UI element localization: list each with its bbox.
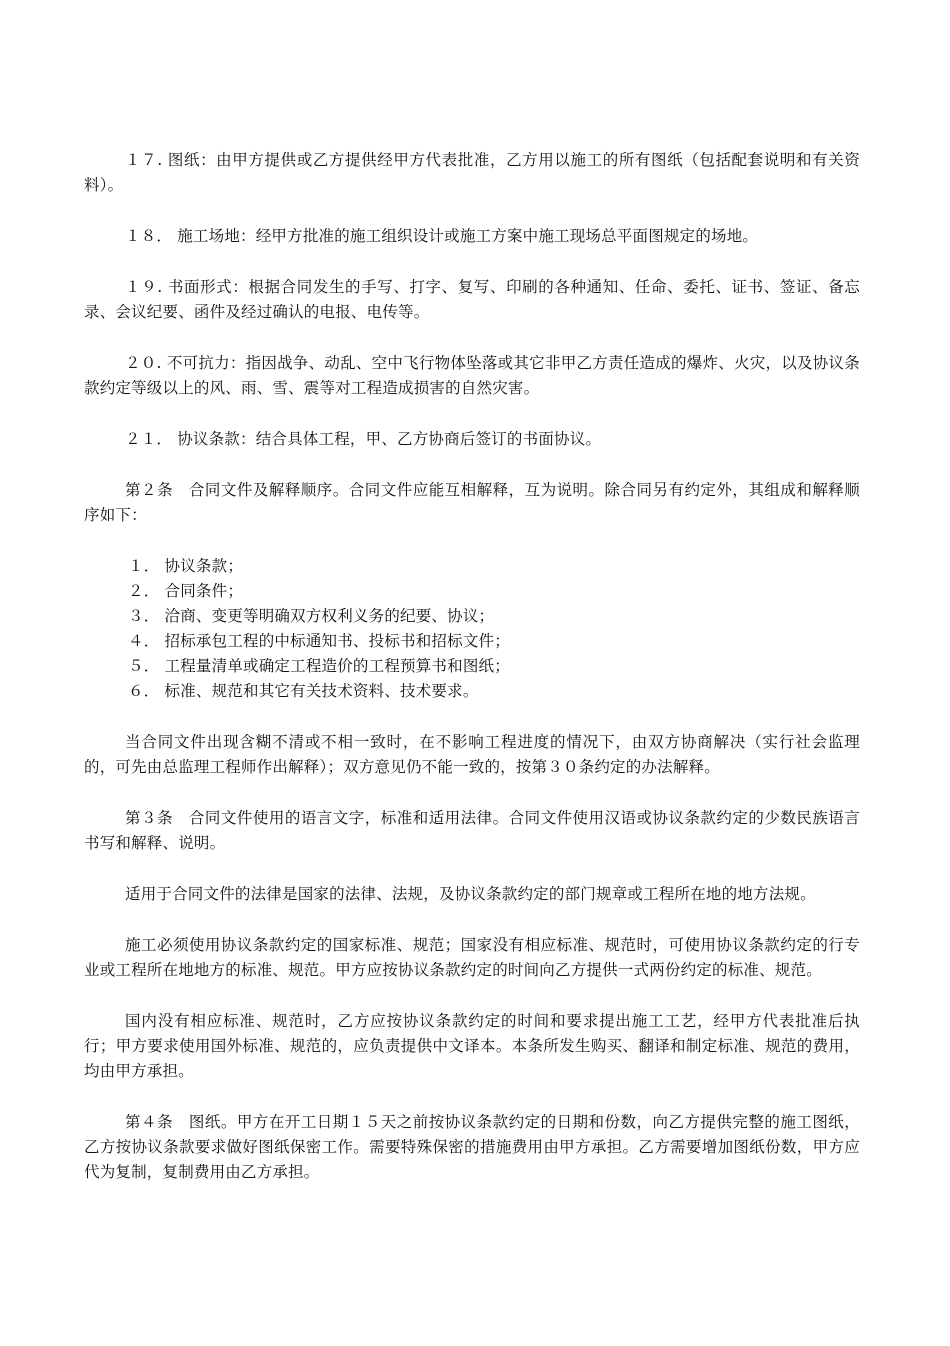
article-4-drawings: 第４条 图纸。甲方在开工日期１５天之前按协议条款约定的日期和份数，向乙方提供完整的施工图纸，乙方按协议条款要求做好图纸保密工作。需要特殊保密的措施费用由甲方承担。乙方需要增加图纸份数，甲方应代为复制，复制费用由乙方承担。 bbox=[84, 1113, 860, 1181]
list-item: ４． 招标承包工程的中标通知书、投标书和招标文件； bbox=[128, 632, 510, 650]
paragraph-21-agreement-terms: ２１． 协议条款：结合具体工程，甲、乙方协商后签订的书面协议。 bbox=[125, 430, 602, 448]
paragraph-18-construction-site: １８． 施工场地：经甲方批准的施工组织设计或施工方案中施工现场总平面图规定的场地。 bbox=[125, 227, 759, 245]
paragraph-ambiguity-resolution: 当合同文件出现含糊不清或不相一致时，在不影响工程进度的情况下，由双方协商解决（实行社会监理的，可先由总监理工程师作出解释）；双方意见仍不能一致的，按第３０条约定的办法解释。 bbox=[84, 733, 860, 776]
list-item: ２． 合同条件； bbox=[128, 582, 244, 600]
paragraph-20-force-majeure: ２０. 不可抗力：指因战争、动乱、空中飞行物体坠落或其它非甲乙方责任造成的爆炸、火灾，以及协议条款约定等级以上的风、雨、雪、震等对工程造成损害的自然灾害。 bbox=[84, 354, 860, 397]
list-item: ６． 标准、规范和其它有关技术资料、技术要求。 bbox=[128, 682, 479, 700]
paragraph-applicable-law: 适用于合同文件的法律是国家的法律、法规，及协议条款约定的部门规章或工程所在地的地方法规。 bbox=[125, 885, 816, 903]
paragraph-standards-usage: 施工必须使用协议条款约定的国家标准、规范；国家没有相应标准、规范时，可使用协议条款约定的行专业或工程所在地地方的标准、规范。甲方应按协议条款约定的时间向乙方提供一式两份约定的标准、规范。 bbox=[84, 936, 860, 979]
paragraph-no-domestic-standards: 国内没有相应标准、规范时，乙方应按协议条款约定的时间和要求提出施工工艺，经甲方代表批准后执行；甲方要求使用国外标准、规范的，应负责提供中文译本。本条所发生购买、翻译和制定标准、规范的费用，均由甲方承担。 bbox=[84, 1012, 860, 1080]
article-3-language-law: 第３条 合同文件使用的语言文字，标准和适用法律。合同文件使用汉语或协议条款约定的少数民族语言书写和解释、说明。 bbox=[84, 809, 860, 852]
paragraph-19-written-form: １９. 书面形式：根据合同发生的手写、打字、复写、印刷的各种通知、任命、委托、证书、签证、备忘录、会议纪要、函件及经过确认的电报、电传等。 bbox=[84, 278, 860, 321]
list-item: ３． 洽商、变更等明确双方权利义务的纪要、协议； bbox=[128, 607, 495, 625]
list-item: ５． 工程量清单或确定工程造价的工程预算书和图纸； bbox=[128, 657, 510, 675]
interpretation-order-list bbox=[84, 554, 860, 704]
document-body bbox=[84, 148, 860, 1211]
list-item: １． 协议条款； bbox=[128, 557, 244, 575]
article-2-contract-documents: 第２条 合同文件及解释顺序。合同文件应能互相解释，互为说明。除合同另有约定外，其组成和解释顺序如下： bbox=[84, 481, 860, 524]
paragraph-17-drawings: １７. 图纸：由甲方提供或乙方提供经甲方代表批准，乙方用以施工的所有图纸（包括配套说明和有关资料）。 bbox=[84, 151, 860, 194]
